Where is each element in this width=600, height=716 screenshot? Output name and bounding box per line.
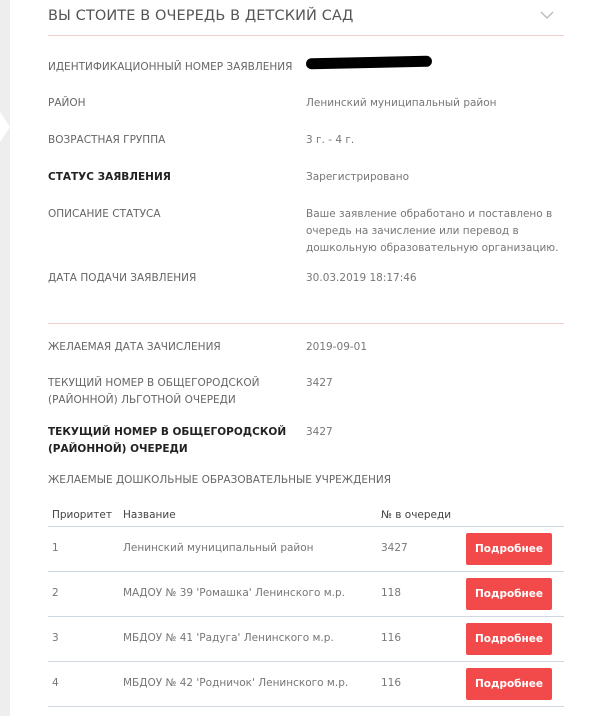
panel-title: ВЫ СТОИТЕ В ОЧЕРЕДЬ В ДЕТСКИЙ САД bbox=[48, 8, 354, 24]
status-description-line: очередь на зачисление или перевод в bbox=[306, 225, 519, 237]
row-queue: 116 bbox=[381, 632, 402, 644]
preferential-queue-value: 3427 bbox=[306, 377, 333, 389]
details-button[interactable]: Подробнее bbox=[466, 533, 552, 565]
table-row bbox=[48, 572, 564, 617]
desired-date-value: 2019-09-01 bbox=[306, 341, 368, 353]
status-description-line: дошкольную образовательную организацию. bbox=[306, 242, 559, 254]
row-name: МБДОУ № 42 'Родничок' Ленинского м.р. bbox=[123, 677, 349, 689]
submission-date-value: 30.03.2019 18:17:46 bbox=[306, 272, 417, 284]
row-queue: 3427 bbox=[381, 542, 408, 554]
chevron-down-icon[interactable] bbox=[540, 10, 554, 20]
preferential-queue-label-line: (РАЙОННОЙ) ЛЬГОТНОЙ ОЧЕРЕДИ bbox=[48, 394, 236, 406]
preferential-queue-label-line: ТЕКУЩИЙ НОМЕР В ОБЩЕГОРОДСКОЙ bbox=[48, 377, 260, 389]
table-row bbox=[48, 662, 564, 707]
institutions-title: ЖЕЛАЕМЫЕ ДОШКОЛЬНЫЕ ОБРАЗОВАТЕЛЬНЫЕ УЧРЕЖДЕНИЯ bbox=[48, 474, 391, 486]
submission-date-label: ДАТА ПОДАЧИ ЗАЯВЛЕНИЯ bbox=[48, 272, 197, 284]
table-header bbox=[48, 505, 564, 527]
status-value: Зарегистрировано bbox=[306, 171, 410, 183]
section-divider bbox=[48, 323, 564, 324]
details-button[interactable]: Подробнее bbox=[466, 668, 552, 700]
status-description-value bbox=[306, 206, 558, 257]
queue-panel bbox=[48, 0, 564, 690]
table-row bbox=[48, 617, 564, 662]
district-value: Ленинский муниципальный район bbox=[306, 97, 497, 109]
status-description-label: ОПИСАНИЕ СТАТУСА bbox=[48, 208, 161, 220]
column-header-name: Название bbox=[123, 509, 176, 521]
age-group-value: 3 г. - 4 г. bbox=[306, 134, 355, 146]
general-queue-label bbox=[48, 424, 286, 458]
column-header-queue: № в очереди bbox=[381, 509, 452, 521]
preferential-queue-label bbox=[48, 375, 259, 409]
table-row bbox=[48, 527, 564, 572]
row-name: МБДОУ № 41 'Радуга' Ленинского м.р. bbox=[123, 632, 334, 644]
general-queue-label-line: ТЕКУЩИЙ НОМЕР В ОБЩЕГОРОДСКОЙ bbox=[48, 426, 287, 438]
row-priority: 4 bbox=[52, 677, 59, 689]
age-group-label: ВОЗРАСТНАЯ ГРУППА bbox=[48, 134, 166, 146]
application-id-label: ИДЕНТИФИКАЦИОННЫЙ НОМЕР ЗАЯВЛЕНИЯ bbox=[48, 61, 293, 73]
desired-date-label: ЖЕЛАЕМАЯ ДАТА ЗАЧИСЛЕНИЯ bbox=[48, 341, 221, 353]
details-button[interactable]: Подробнее bbox=[466, 578, 552, 610]
redaction-mark bbox=[306, 56, 432, 70]
general-queue-label-line: (РАЙОННОЙ) ОЧЕРЕДИ bbox=[48, 443, 188, 455]
general-queue-value: 3427 bbox=[306, 426, 333, 438]
side-strip bbox=[0, 0, 10, 716]
side-notch bbox=[0, 112, 10, 142]
institutions-table bbox=[48, 505, 564, 707]
column-header-priority: Приоритет bbox=[52, 509, 112, 521]
status-label: СТАТУС ЗАЯВЛЕНИЯ bbox=[48, 171, 171, 183]
row-name: МАДОУ № 39 'Ромашка' Ленинского м.р. bbox=[123, 587, 345, 599]
row-name: Ленинский муниципальный район bbox=[123, 542, 314, 554]
row-queue: 116 bbox=[381, 677, 402, 689]
district-label: РАЙОН bbox=[48, 97, 86, 109]
row-priority: 1 bbox=[52, 542, 59, 554]
row-queue: 118 bbox=[381, 587, 402, 599]
row-priority: 3 bbox=[52, 632, 59, 644]
details-button[interactable]: Подробнее bbox=[466, 623, 552, 655]
row-priority: 2 bbox=[52, 587, 59, 599]
panel-header[interactable] bbox=[48, 0, 564, 36]
status-description-line: Ваше заявление обработано и поставлено в bbox=[306, 208, 553, 220]
